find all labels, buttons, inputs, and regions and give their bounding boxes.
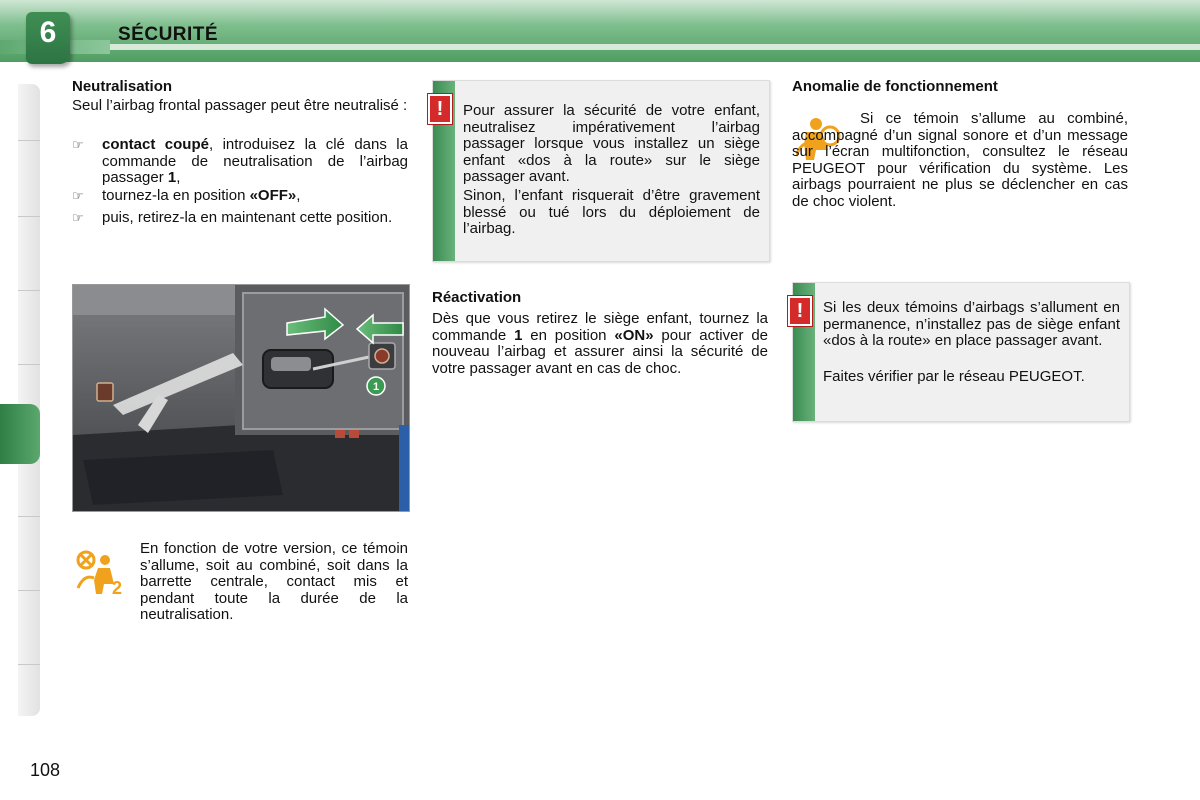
airbag-off-icon — [74, 550, 126, 596]
neutralisation-intro: Seul l’airbag frontal passager peut être neutralisé : — [72, 97, 408, 114]
chapter-tab-divider — [18, 290, 40, 291]
chapter-number: 6 — [39, 16, 57, 49]
callout-number: 1 — [372, 381, 380, 393]
step-2: tournez-la en position «OFF», — [102, 187, 301, 204]
chapter-tab-divider — [18, 364, 40, 365]
step-1: contact coupé, introduisez la clé dans la commande de neutralisation de l’airbag passager 1, — [102, 136, 408, 186]
chapter-title: SÉCURITÉ — [118, 24, 219, 45]
warning-1-text-2: Sinon, l’enfant risquerait d’être gravement blessé ou tué lors du déploiement de l’airbag. — [463, 187, 760, 237]
chapter-tab-active[interactable] — [0, 404, 40, 464]
reactivation-text: Dès que vous retirez le siège enfant, tournez la commande 1 en position «ON» pour activer de nouveau l’airbag et assurer ainsi la sécurité de votre passager avant en cas de choc. — [432, 310, 768, 377]
warning-2-text-2: Faites vérifier par le réseau PEUGEOT. — [823, 368, 1085, 385]
chapter-tab-divider — [18, 516, 40, 517]
glovebox-illustration — [73, 285, 409, 511]
section-title-reactivation: Réactivation — [432, 289, 522, 306]
pointing-hand-icon: ☞ — [72, 138, 84, 153]
indicator-note: En fonction de votre version, ce témoin s’allume, soit au combiné, soit dans la barrette centrale, contact mis et pendant toute la durée de la neutralisation. — [140, 540, 408, 623]
page-number: 108 — [30, 760, 61, 780]
svg-text:2: 2 — [112, 578, 123, 596]
chapter-tab-divider — [18, 140, 40, 141]
chapter-tab-divider — [18, 590, 40, 591]
anomalie-text: Si ce témoin s’allume au combiné, accompagné d’un signal sonore et d’un message sur l’écran multifonction, consultez le réseau PEUGEOT pour vérification du système. Les airbags pourraient ne plus se déclencher en cas de choc violent. — [792, 110, 1128, 210]
glovebox-photo — [72, 284, 410, 512]
section-title-anomalie: Anomalie de fonctionnement — [792, 78, 998, 95]
section-title-neutralisation: Neutralisation — [72, 78, 173, 95]
exclamation-icon: ! — [428, 94, 452, 124]
pointing-hand-icon: ☞ — [72, 211, 84, 226]
pointing-hand-icon: ☞ — [72, 189, 84, 204]
chapter-tabs-rail — [18, 84, 40, 716]
step-3: puis, retirez-la en maintenant cette position. — [102, 209, 393, 226]
chapter-tab-divider — [18, 664, 40, 665]
chapter-tab-divider — [18, 216, 40, 217]
warning-2-text-1: Si les deux témoins d’airbags s’allument en permanence, n’installez pas de siège enfant «dos à la route» en place passager avant. — [823, 299, 1120, 349]
warning-1-text-1: Pour assurer la sécurité de votre enfant, neutralisez impérativement l’airbag passager lorsque vous installez un siège enfant «dos à la route» sur le siège passager avant. — [463, 102, 760, 185]
exclamation-icon: ! — [788, 296, 812, 326]
